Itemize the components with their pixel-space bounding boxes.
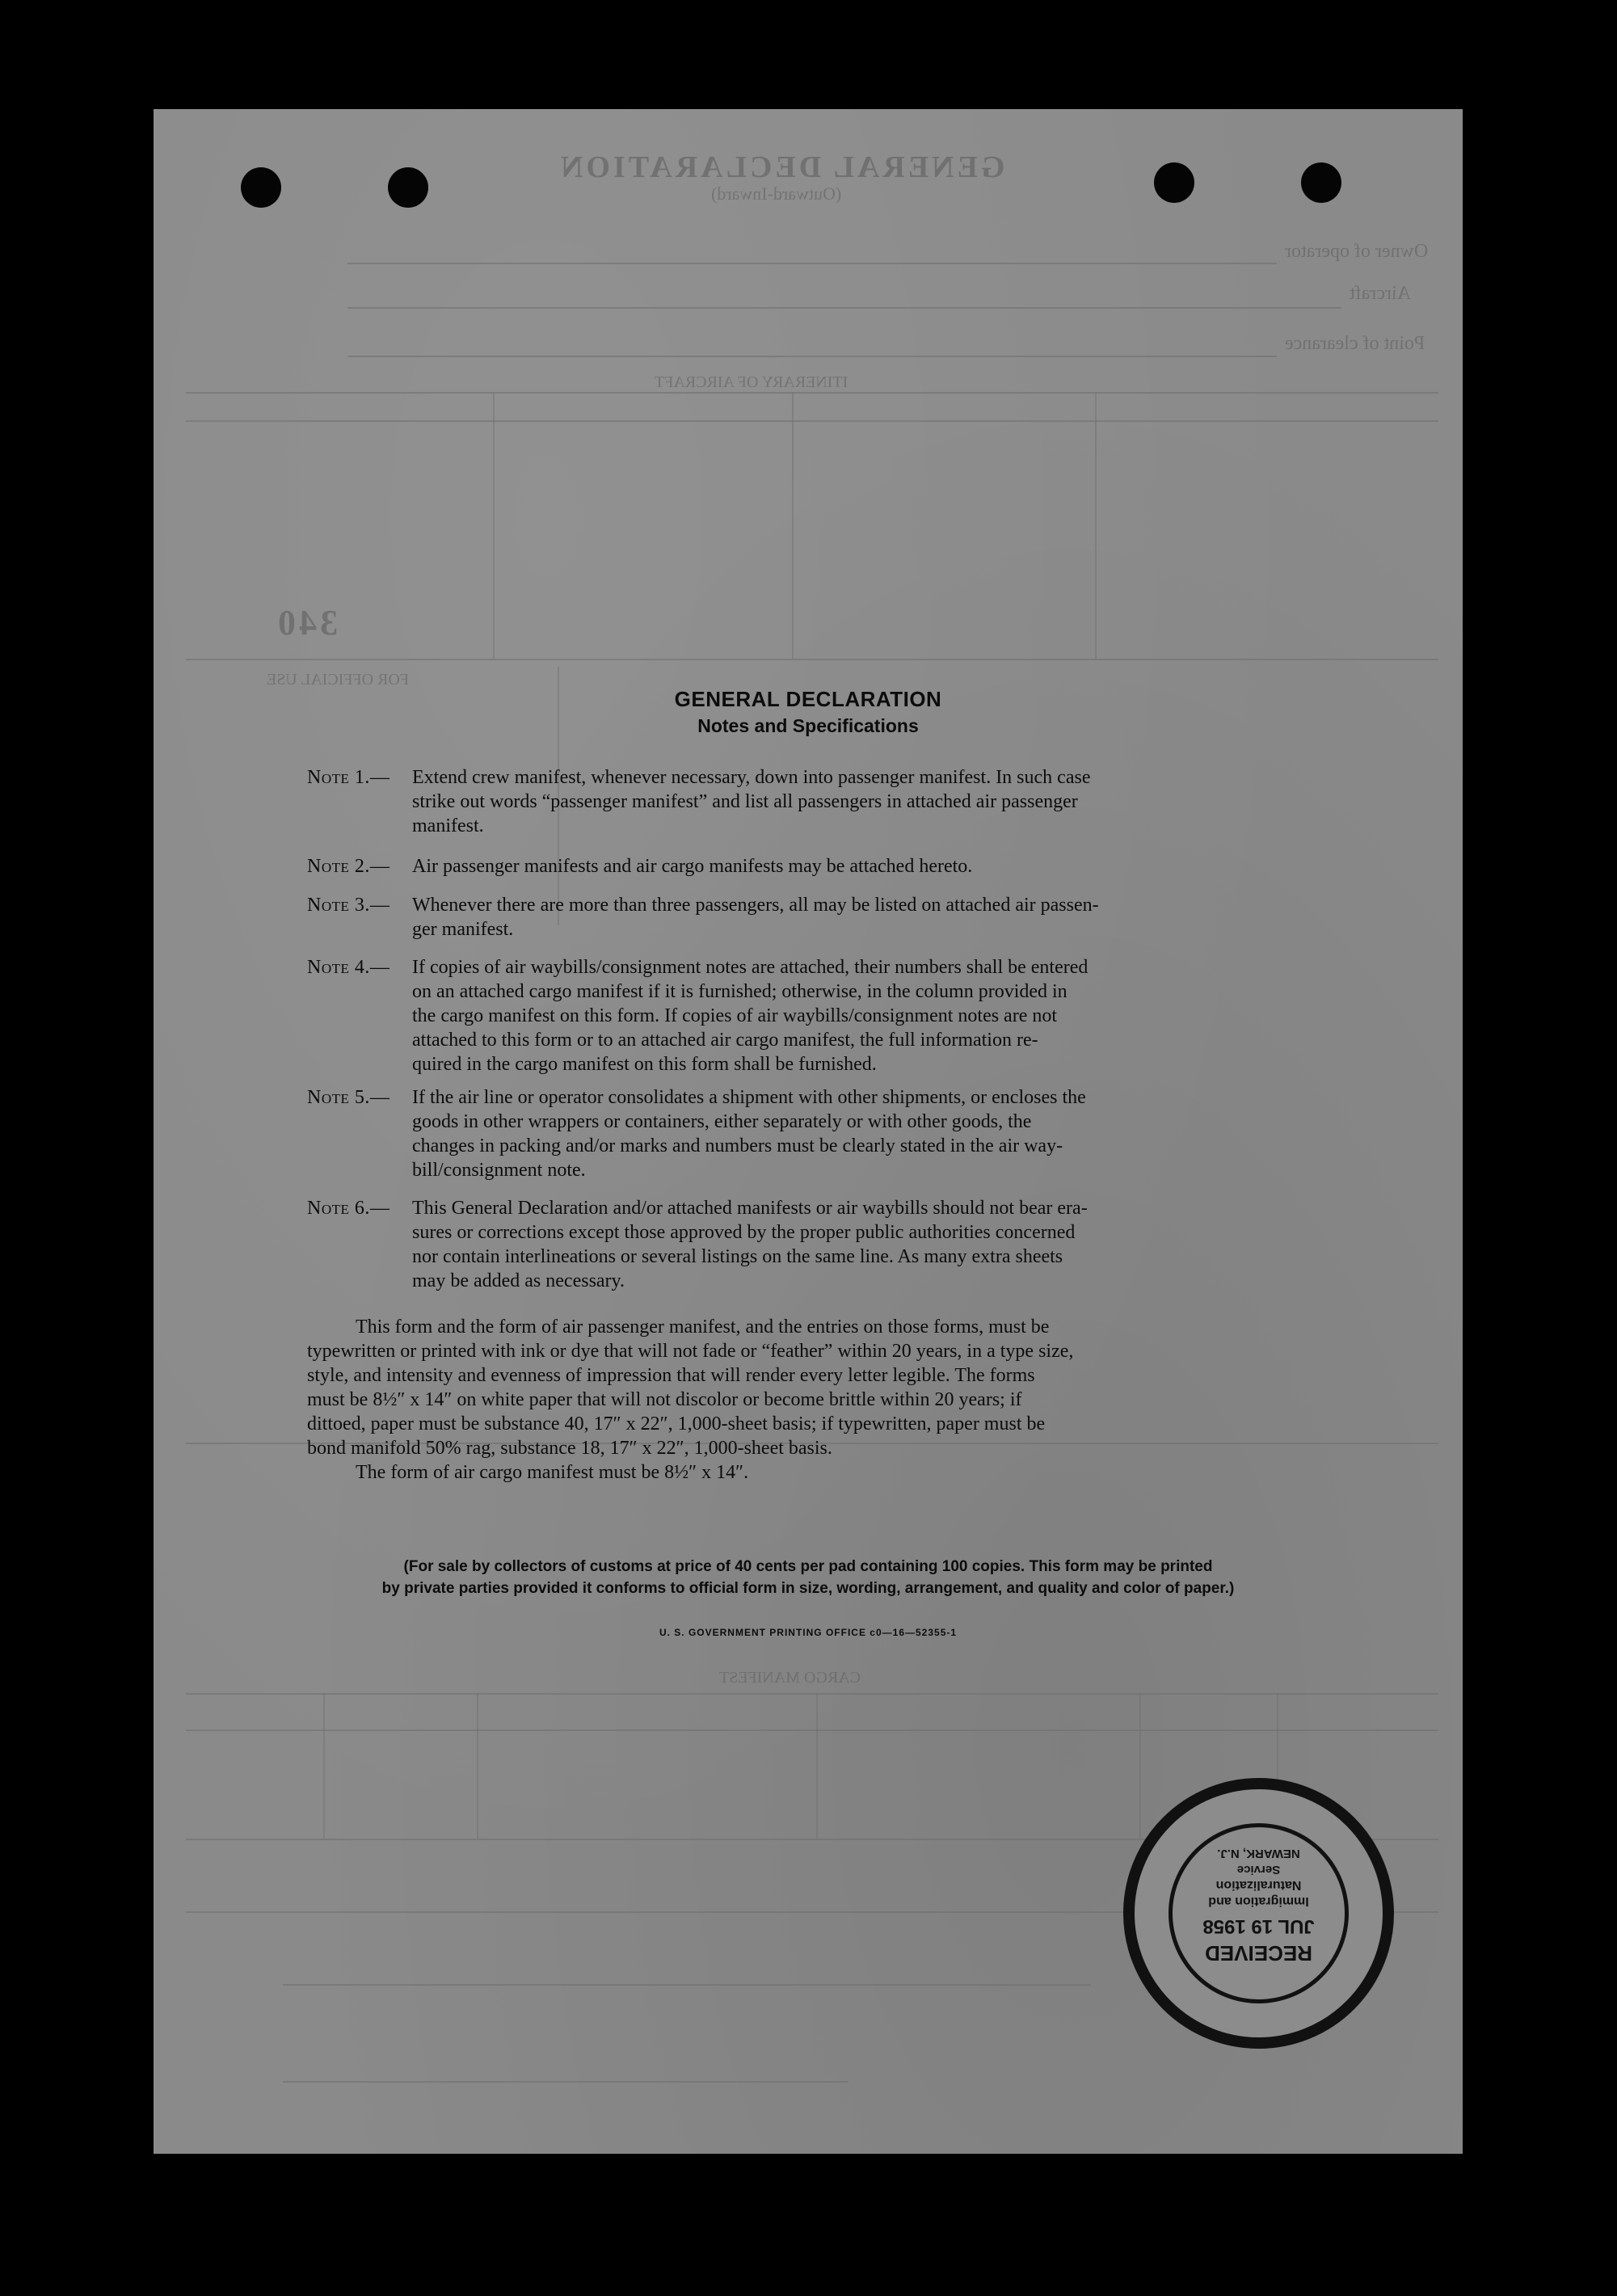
ghost-owner-label: Owner of operator (1285, 241, 1429, 262)
note-line: Air passenger manifests and air cargo manifests may be attached hereto. (412, 856, 973, 877)
note-line: goods in other wrappers or containers, either separately or with other goods, the (412, 1111, 1032, 1132)
note-line: Whenever there are more than three passengers, all may be listed on attached air passen- (412, 895, 1099, 916)
specification-paragraph (307, 1315, 1309, 1485)
ghost-cargo-manifest: CARGO MANIFEST (719, 1669, 861, 1687)
note-line: This General Declaration and/or attached manifests or air waybills should not bear era- (412, 1198, 1088, 1219)
note-label: Note 3.— (307, 895, 390, 916)
ghost-aircraft-label: Aircraft (1350, 283, 1411, 304)
note-line: Extend crew manifest, whenever necessary, down into passenger manifest. In such case (412, 767, 1091, 788)
sale-line: (For sale by collectors of customs at price of 40 cents per pad containing 100 copies. This form may be printed (403, 1558, 1213, 1575)
note-6 (307, 1196, 1309, 1293)
note-label: Note 6.— (307, 1198, 390, 1219)
sale-line: by private parties provided it conforms to official form in size, wording, arrangement, and quality and color of paper.) (381, 1580, 1235, 1597)
note-label: Note 4.— (307, 957, 390, 978)
declaration-subtitle: Notes and Specifications (697, 715, 919, 736)
ghost-number-stamp: 340 (275, 603, 338, 642)
note-1 (307, 765, 1309, 838)
cargo-form-size-line: The form of air cargo manifest must be 8½″ x 14″. (356, 1462, 749, 1483)
stamp-line-3: Immigration and (1208, 1894, 1309, 1908)
spec-line: must be 8½″ x 14″ on white paper that will not discolor or become brittle within 20 years; if (307, 1389, 1022, 1410)
note-4 (307, 955, 1309, 1076)
printer-imprint: U. S. GOVERNMENT PRINTING OFFICE c0—16—52355-1 (659, 1627, 958, 1638)
notes-and-specifications (154, 109, 1463, 2154)
note-line: sures or corrections except those approved by the proper public authorities concerned (412, 1222, 1076, 1243)
note-line: ger manifest. (412, 919, 514, 940)
note-line: changes in packing and/or marks and numbers must be clearly stated in the air way- (412, 1135, 1063, 1156)
stamp-received: RECEIVED (1205, 1941, 1312, 1965)
sale-notice (307, 1556, 1309, 1599)
note-5 (307, 1085, 1309, 1182)
note-line: nor contain interlineations or several listings on the same line. As many extra sheets (412, 1246, 1063, 1267)
declaration-title: GENERAL DECLARATION (674, 687, 942, 711)
spec-line: dittoed, paper must be substance 40, 17″ x 22″, 1,000-sheet basis; if typewritten, paper must be (307, 1413, 1046, 1434)
note-line: the cargo manifest on this form. If copies of air waybills/consignment notes are not (412, 1005, 1058, 1026)
ghost-official-use: FOR OFFICIAL USE (267, 671, 409, 689)
note-line: If copies of air waybills/consignment notes are attached, their numbers shall be entered (412, 957, 1089, 978)
stamp-date: JUL 19 1958 (1202, 1915, 1315, 1937)
stamp-line-6: NEWARK, N.J. (1217, 1847, 1300, 1860)
note-3 (307, 893, 1309, 942)
ghost-header-sub: (Outward-Inward) (711, 183, 842, 204)
note-label: Note 1.— (307, 767, 390, 788)
spec-line: bond manifold 50% rag, substance 18, 17″ x 22″, 1,000-sheet basis. (307, 1438, 832, 1459)
note-line: strike out words “passenger manifest” and list all passengers in attached air passenger (412, 791, 1078, 812)
document-sheet (154, 109, 1463, 2154)
spec-line: style, and intensity and evenness of impression that will render every letter legible. The forms (307, 1365, 1035, 1386)
spec-line: This form and the form of air passenger manifest, and the entries on those forms, must be (356, 1317, 1050, 1338)
note-line: bill/consignment note. (412, 1160, 586, 1181)
stamp-line-4: Naturalization (1215, 1878, 1302, 1892)
note-line: on an attached cargo manifest if it is furnished; otherwise, in the column provided in (412, 981, 1067, 1002)
note-line: If the air line or operator consolidates a shipment with other shipments, or encloses the (412, 1087, 1086, 1108)
ghost-header-title: GENERAL DECLARATION (558, 150, 1005, 184)
note-line: manifest. (412, 815, 484, 836)
received-stamp (1123, 1778, 1394, 2049)
note-label: Note 5.— (307, 1087, 390, 1108)
note-2 (307, 854, 1309, 878)
note-label: Note 2.— (307, 856, 390, 877)
note-line: attached to this form or to an attached air cargo manifest, the full information re- (412, 1030, 1038, 1051)
note-line: may be added as necessary. (412, 1270, 625, 1291)
ghost-itinerary: ITINERARY OF AIRCRAFT (655, 373, 849, 391)
note-line: quired in the cargo manifest on this form shall be furnished. (412, 1054, 877, 1075)
spec-line: typewritten or printed with ink or dye that will not fade or “feather” within 20 years, in a type size, (307, 1341, 1074, 1362)
ghost-clearance-label: Point of clearance (1285, 333, 1425, 354)
stamp-line-5: Service (1236, 1863, 1281, 1877)
